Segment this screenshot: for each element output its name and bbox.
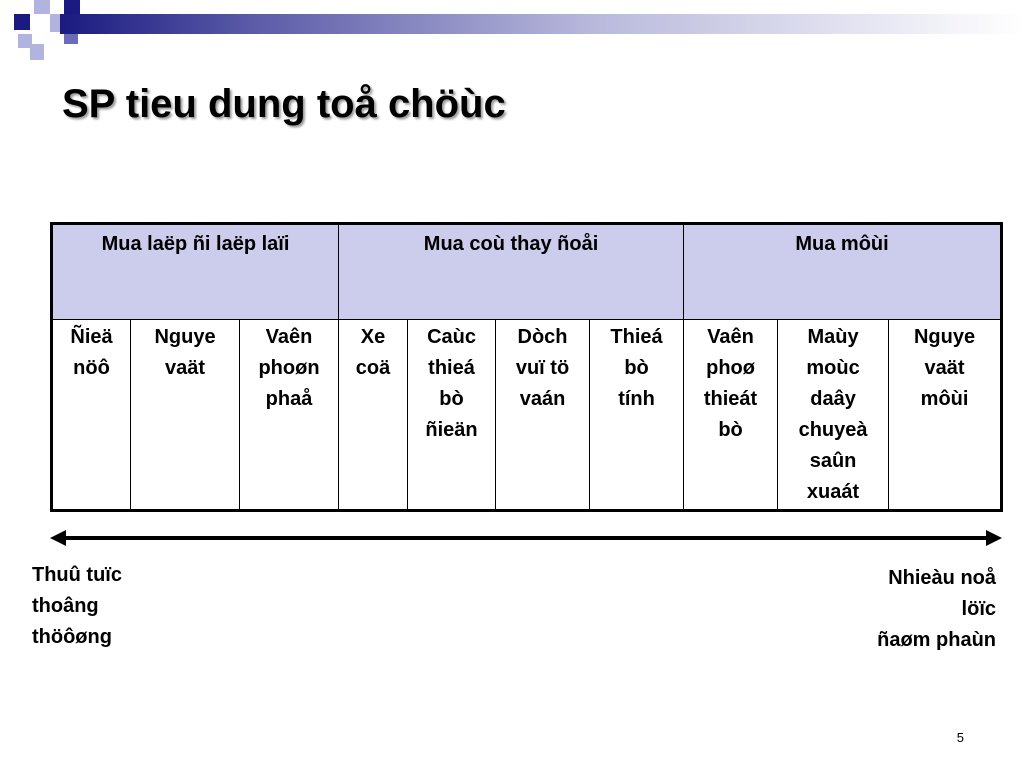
arrow-left-head	[50, 530, 66, 546]
corner-square-2	[34, 0, 50, 14]
axis-left-line: Thuû tuïc	[32, 564, 122, 586]
page-number: 5	[956, 730, 964, 745]
table-cell	[339, 320, 408, 511]
cell-line: Thieá	[610, 326, 663, 348]
cell-line: vaät	[164, 357, 206, 379]
cell-line: thieá	[428, 357, 475, 379]
axis-left-line: thoâng	[32, 595, 99, 617]
cell-line: thieát	[703, 388, 758, 410]
cell-line: Ñieä	[70, 326, 113, 348]
cell-line: môùi	[920, 388, 969, 410]
cell-line: Nguye	[913, 326, 976, 348]
group-modified-rebuy-header: Mua coù thay ñoåi	[339, 224, 684, 320]
axis-left-label	[32, 560, 192, 653]
cell-line: Vaên	[265, 326, 313, 348]
cell-line: Xe	[360, 326, 386, 348]
cell-line: moùc	[806, 357, 860, 379]
purchase-type-table	[50, 222, 1003, 512]
cell-line: vaán	[519, 388, 566, 410]
cell-line: bò	[624, 357, 649, 379]
corner-square-6	[30, 44, 44, 60]
cell-line: chuyeà	[798, 419, 868, 441]
cell-line: bò	[439, 388, 464, 410]
cell-line: Vaên	[707, 326, 754, 348]
header-gradient-bar	[60, 14, 1024, 34]
cell-line: Caùc	[427, 326, 476, 348]
slide-title: SP tieu dung toå chöùc	[62, 82, 506, 126]
group-new-task-header: Mua môùi	[684, 224, 1002, 320]
cell-line: Maùy	[807, 326, 859, 348]
axis-right-line: ñaøm phaùn	[877, 629, 996, 651]
table-cell	[889, 320, 1002, 511]
cell-line: phaå	[265, 388, 313, 410]
table-header-row	[52, 224, 1002, 320]
table-cell	[496, 320, 590, 511]
axis-right-label	[776, 563, 996, 656]
cell-line: Nguye	[154, 326, 216, 348]
table-cell	[131, 320, 240, 511]
table-cell	[590, 320, 684, 511]
cell-line: Dòch	[517, 326, 568, 348]
table-items-row	[52, 320, 1002, 511]
group-rebuy-header: Mua laëp ñi laëp laïi	[52, 224, 339, 320]
cell-line: bò	[718, 419, 743, 441]
table-cell	[408, 320, 496, 511]
corner-square-4	[64, 0, 80, 14]
table-cell	[684, 320, 778, 511]
double-headed-arrow	[50, 527, 1002, 549]
axis-left-line: thöôøng	[32, 626, 112, 648]
cell-line: vaät	[924, 357, 965, 379]
cell-line: xuaát	[806, 481, 860, 503]
table-cell	[778, 320, 889, 511]
axis-right-line: löïc	[961, 598, 996, 620]
cell-line: phoøn	[258, 357, 320, 379]
cell-line: vuï tö	[515, 357, 570, 379]
corner-square-7	[64, 34, 78, 44]
table-cell	[240, 320, 339, 511]
cell-line: tính	[618, 388, 655, 410]
table-cell	[52, 320, 131, 511]
cell-line: ñieän	[425, 419, 478, 441]
arrow-right-head	[986, 530, 1002, 546]
cell-line: daây	[810, 388, 856, 410]
cell-line: coä	[355, 357, 391, 379]
cell-line: nöô	[73, 357, 110, 379]
corner-square-1	[14, 14, 30, 30]
cell-line: saûn	[809, 450, 857, 472]
cell-line: phoø	[706, 357, 755, 379]
axis-right-line: Nhieàu noå	[888, 567, 996, 589]
